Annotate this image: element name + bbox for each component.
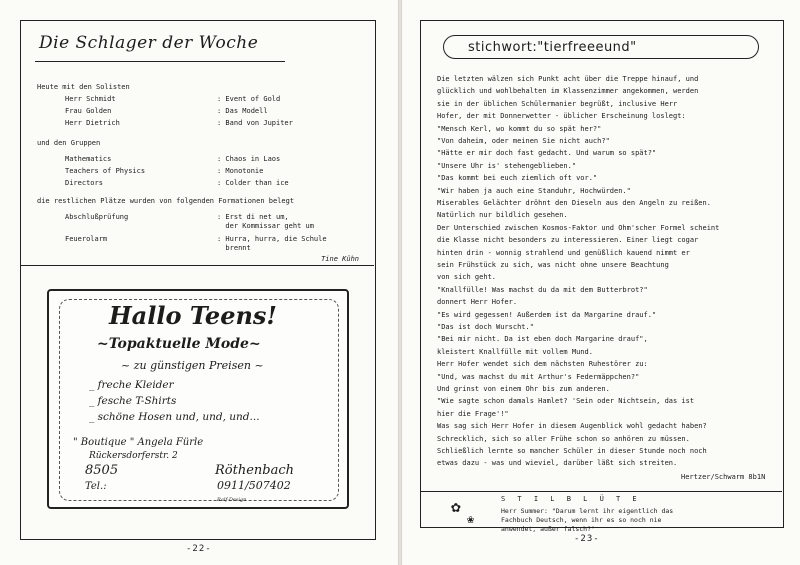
ad-item: _ schöne Hosen und, und, und...	[89, 411, 260, 423]
left-page-frame	[20, 20, 376, 540]
group-name: Directors	[65, 179, 103, 187]
story-line: von sich geht.	[437, 273, 497, 282]
group-name: Mathematics	[65, 155, 112, 163]
story-line: glücklich und wohlbehalten im Klassenzimmer angekommen, werden	[437, 87, 699, 96]
story-line: donnert Herr Hofer.	[437, 298, 518, 307]
story-line: "Mensch Kerl, wo kommt du so spät her?"	[437, 124, 602, 133]
group-name: Teachers of Physics	[65, 167, 146, 175]
formation-name: Abschlußprüfung	[65, 213, 129, 221]
story-line: hinten drin - wonnig strahlend und genüßlich kauend nimmt er	[437, 248, 690, 257]
story-line: Schrecklich, sich so aller Frühe schon so anhören zu müssen.	[437, 434, 690, 443]
ad-subtitle: ~Topaktuelle Mode~	[97, 336, 261, 352]
story-line: "Es wird gegessen! Außerdem ist da Margarine drauf."	[437, 310, 657, 319]
story-line: "Von daheim, oder meinen Sie nicht auch?"	[437, 137, 610, 145]
story-line: "Und, was machst du mit Arthur's Federmäppchen?"	[437, 372, 640, 381]
ad-phone: 0911/507402	[217, 479, 291, 492]
story-line: Schließlich lernte so mancher Schüler in dieser Stunde noch noch	[437, 447, 707, 455]
page-title: Die Schlager der Woche	[39, 33, 259, 53]
ad-item: _ freche Kleider	[89, 379, 174, 391]
story-line: Was sag sich Herr Hofer in diesem Augenblick wohl gedacht haben?	[437, 422, 707, 431]
quote-line: Herr Summer: "Darum lernt ihr eigentlich das	[501, 507, 674, 515]
page-number: -22-	[186, 544, 212, 554]
story-line: Herr Hofer wendet sich dem nächsten Ruhestörer zu:	[437, 360, 648, 369]
author-signature: Hertzer/Schwarm 8b1N	[681, 473, 766, 481]
story-line: kleistert Knallfülle mit vollem Mund.	[437, 347, 593, 356]
story-line: "Knallfülle! Was machst du da mit dem Butterbrot?"	[437, 285, 648, 294]
right-page-frame	[420, 20, 784, 533]
quote-line: Fachbuch Deutsch, wenn ihr es so noch nie	[501, 516, 662, 524]
soloist-piece: : Das Modell	[217, 107, 268, 115]
quote-line: anwendet, außer falsch?"	[501, 525, 595, 533]
formation-name: Feuerolarm	[65, 235, 108, 243]
ad-shop-name: " Boutique " Angela Fürle	[73, 437, 204, 448]
story-line: hier die Frage'!"	[437, 409, 509, 418]
ad-item: _ fesche T-Shirts	[89, 395, 177, 407]
story-line: "Wie sagte schon damals Hamlet? 'Sein oder Nichtsein, das ist	[437, 397, 695, 406]
flower-icon: ❀	[467, 512, 475, 526]
intro-soloists: Heute mit den Solisten	[37, 83, 130, 91]
ad-zip: 8505	[85, 463, 119, 478]
story-line: "Wir haben ja auch eine Standuhr, Hochwürden."	[437, 186, 631, 195]
soloist-piece: : Band von Jupiter	[217, 119, 293, 127]
title-banner	[443, 35, 759, 59]
story-line: die Klasse nicht besonders zu interessieren. Einer liegt cogar	[437, 236, 699, 245]
story-line: Der Unterschied zwischen Kosmos-Faktor und Ohm'scher Formel scheint	[437, 223, 720, 232]
soloist-piece: : Event of Gold	[217, 95, 281, 103]
soloist-name: Herr Dietrich	[65, 119, 120, 127]
story-line: Natürlich nur bildlich gesehen.	[437, 211, 568, 220]
ad-subtitle-prices: ~ zu günstigen Preisen ~	[121, 359, 264, 372]
page-number: -23-	[574, 534, 600, 544]
ad-city: Röthenbach	[215, 463, 295, 478]
story-line: Und grinst von einem Ohr bis zum anderen.	[437, 385, 610, 393]
story-line: etwas dazu - was und wieviel, darüber läßt sich streiten.	[437, 459, 678, 468]
story-line: "Das kommt bei euch ziemlich oft vor."	[437, 174, 598, 183]
right-page	[402, 0, 800, 565]
formation-piece: : Hurra, hurra, die Schule brennt	[217, 235, 327, 252]
intro-groups: und den Gruppen	[37, 139, 101, 147]
left-page	[0, 0, 398, 565]
group-piece: : Monotonie	[217, 167, 264, 175]
ad-headline: Hallo Teens!	[109, 301, 277, 330]
stilbluete-heading: S T I L B L Ü T E	[501, 495, 641, 503]
section-divider	[21, 265, 374, 266]
story-line: "Unsere Uhr is' stehengeblieben."	[437, 161, 577, 170]
page-title: stichwort:"tierfreeeund"	[468, 40, 637, 55]
group-piece: : Chaos in Laos	[217, 155, 281, 163]
story-line: Die letzten wälzen sich Punkt acht über die Treppe hinauf, und	[437, 75, 699, 83]
ad-street: Rückersdorferstr. 2	[89, 451, 178, 461]
story-line: "Hätte er mir doch fast gedacht. Und warum so spät?"	[437, 149, 657, 158]
story-line: sie in der üblichen Schülermanier begrüßt, inclusive Herr	[437, 99, 678, 108]
soloist-name: Herr Schmidt	[65, 95, 116, 103]
story-line: Hofer, der mit Donnerwetter - üblicher Erscheinung loslegt:	[437, 112, 686, 121]
flower-icon: ✿	[451, 497, 461, 516]
advertisement	[47, 289, 349, 509]
ad-designer: Ralf-Design	[217, 497, 247, 503]
author-signature: Tine Kühn	[321, 255, 359, 263]
story-line: "Bei mir nicht. Da ist eben doch Margarine drauf",	[437, 335, 648, 344]
ad-tel-label: Tel.:	[85, 481, 107, 492]
soloist-name: Frau Golden	[65, 107, 112, 115]
story-line: "Das ist doch Wurscht."	[437, 323, 534, 331]
formation-piece: : Erst di net um, der Kommissar geht um	[217, 213, 314, 230]
title-underline	[35, 61, 285, 62]
intro-places: die restlichen Plätze wurden von folgenden Formationen belegt	[37, 197, 295, 205]
story-line: Miserables Gelächter dröhnt den Dieseln aus den Angeln zu reißen.	[437, 199, 711, 207]
story-line: sein Frühstück zu sich, was nicht ohne unsere Beachtung	[437, 261, 669, 269]
section-divider	[421, 491, 782, 492]
group-piece: : Colder than ice	[217, 179, 289, 187]
